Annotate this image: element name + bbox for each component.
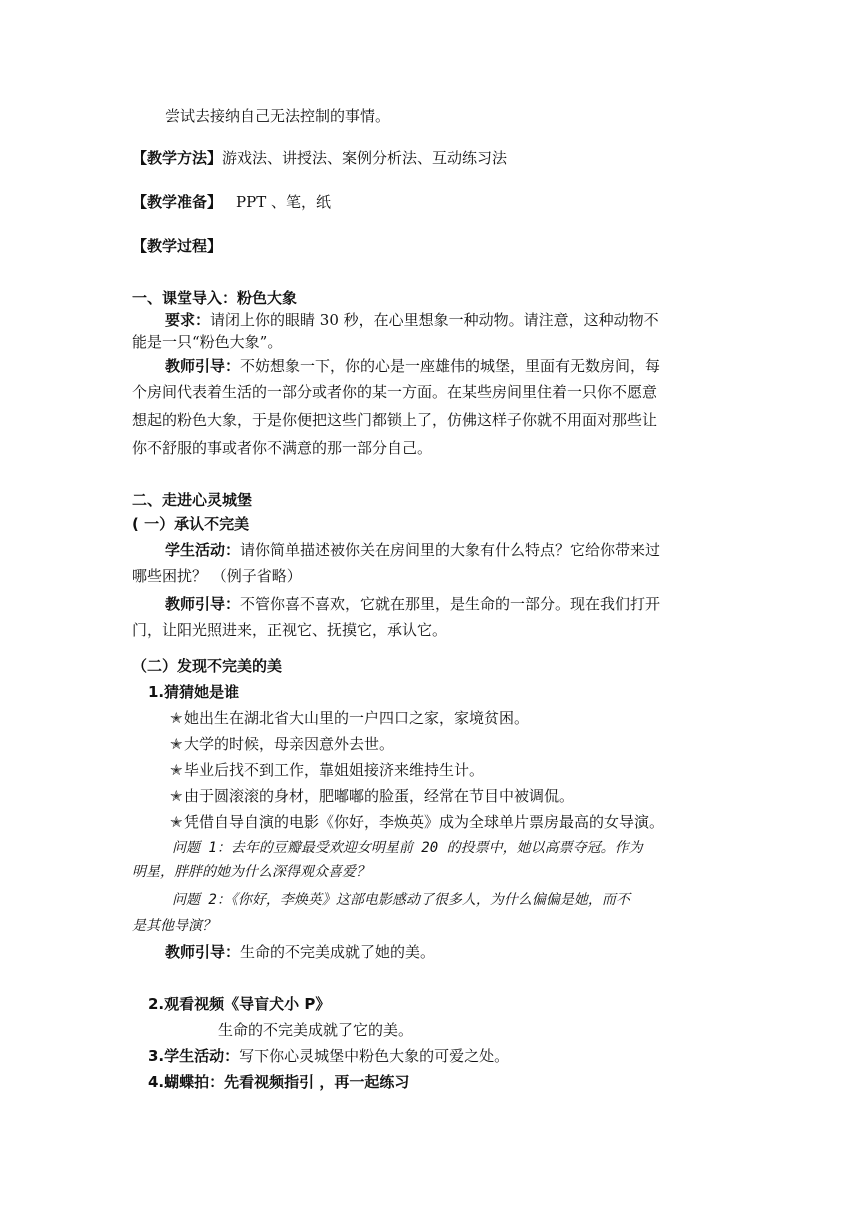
item4-title: 4.蝴蝶拍：先看视频指引 ，再一起练习 bbox=[148, 1073, 410, 1091]
preparation-row bbox=[132, 192, 331, 212]
item3-row bbox=[148, 1046, 509, 1066]
methods-text: 游戏法、讲授法、案例分析法、互动练习法 bbox=[222, 149, 508, 167]
sub1-guide-line2: 门，让阳光照进来，正视它、抚摸它，承认它。 bbox=[132, 621, 448, 639]
item3-label: 3.学生活动： bbox=[148, 1047, 240, 1065]
item3-text: 写下你心灵城堡中粉色大象的可爱之处。 bbox=[239, 1047, 510, 1065]
clue-item bbox=[170, 734, 394, 754]
question2-line1: 问题 2：《你好，李焕英》这部电影感动了很多人，为什么偏偏是她，而不 bbox=[172, 892, 630, 908]
sub2-guide-text: 生命的不完美成就了她的美。 bbox=[240, 943, 436, 961]
requirement-label: 要求： bbox=[165, 311, 211, 329]
guide-line2: 个房间代表着生活的一部分或者你的某一方面。在某些房间里住着一只你不愿意 bbox=[132, 383, 658, 401]
question1-line2: 明星，胖胖的她为什么深得观众喜爱？ bbox=[132, 864, 370, 880]
item1-title: 1.猜猜她是谁 bbox=[148, 683, 240, 701]
clue-text: 凭借自导自演的电影《你好，李焕英》成为全球单片票房最高的女导演。 bbox=[184, 813, 665, 831]
requirement-line2: 能是一只“粉色大象”。 bbox=[132, 333, 283, 351]
sub2-guide bbox=[165, 942, 435, 962]
sub1-activity bbox=[165, 540, 660, 560]
subsection1-title: ( 一）承认不完美 bbox=[132, 515, 250, 533]
clue-item bbox=[170, 786, 574, 806]
sub1-guide-line1: 不管你喜不喜欢，它就在那里，是生命的一部分。现在我们打开 bbox=[240, 595, 661, 613]
preparation-text: PPT 、笔，纸 bbox=[236, 193, 331, 211]
methods-row bbox=[132, 148, 507, 168]
star-icon: ✭ bbox=[170, 813, 183, 831]
clue-text: 她出生在湖北省大山里的一户四口之家，家境贫困。 bbox=[184, 709, 530, 727]
clue-item bbox=[170, 760, 484, 780]
methods-label: 【教学方法】 bbox=[132, 149, 223, 167]
section1-title: 一、课堂导入：粉色大象 bbox=[132, 289, 298, 307]
guide-line4: 你不舒服的事或者你不满意的那一部分自己。 bbox=[132, 439, 433, 457]
item2-text: 生命的不完美成就了它的美。 bbox=[218, 1021, 414, 1039]
requirement-line1: 请闭上你的眼睛 30 秒，在心里想象一种动物。请注意，这种动物不 bbox=[210, 311, 659, 329]
section1-requirement bbox=[165, 310, 659, 330]
activity-label: 学生活动： bbox=[165, 541, 241, 559]
question2-line2: 是其他导演？ bbox=[132, 918, 216, 934]
question1-line1: 问题 1：去年的豆瓣最受欢迎女明星前 20 的投票中，她以高票夺冠。作为 bbox=[172, 840, 643, 856]
item2-title: 2.观看视频《导盲犬小 P》 bbox=[148, 995, 331, 1013]
guide-label: 教师引导： bbox=[165, 357, 241, 375]
clue-item bbox=[170, 708, 529, 728]
activity-line2: 哪些困扰？ （例子省略） bbox=[132, 567, 302, 585]
sub1-guide bbox=[165, 594, 660, 614]
activity-line1: 请你简单描述被你关在房间里的大象有什么特点？它给你带来过 bbox=[240, 541, 661, 559]
star-icon: ✭ bbox=[170, 787, 183, 805]
guide-line3: 想起的粉色大象，于是你便把这些门都锁上了，仿佛这样子你就不用面对那些让 bbox=[132, 411, 658, 429]
subsection2-title: （二）发现不完美的美 bbox=[132, 657, 283, 675]
sub2-guide-label: 教师引导： bbox=[165, 943, 241, 961]
sub1-guide-label: 教师引导： bbox=[165, 595, 241, 613]
clue-text: 毕业后找不到工作，靠姐姐接济来维持生计。 bbox=[184, 761, 485, 779]
clue-text: 大学的时候，母亲因意外去世。 bbox=[184, 735, 395, 753]
section2-title: 二、走进心灵城堡 bbox=[132, 491, 253, 509]
process-heading: 【教学过程】 bbox=[132, 237, 223, 255]
guide-line1: 不妨想象一下，你的心是一座雄伟的城堡，里面有无数房间，每 bbox=[240, 357, 661, 375]
objective-line: 尝试去接纳自己无法控制的事情。 bbox=[165, 107, 391, 125]
star-icon: ✭ bbox=[170, 761, 183, 779]
clue-item bbox=[170, 812, 664, 832]
star-icon: ✭ bbox=[170, 735, 183, 753]
clue-text: 由于圆滚滚的身材，肥嘟嘟的脸蛋，经常在节目中被调侃。 bbox=[184, 787, 575, 805]
star-icon: ✭ bbox=[170, 709, 183, 727]
section1-guide bbox=[165, 356, 660, 376]
preparation-label: 【教学准备】 bbox=[132, 193, 223, 211]
